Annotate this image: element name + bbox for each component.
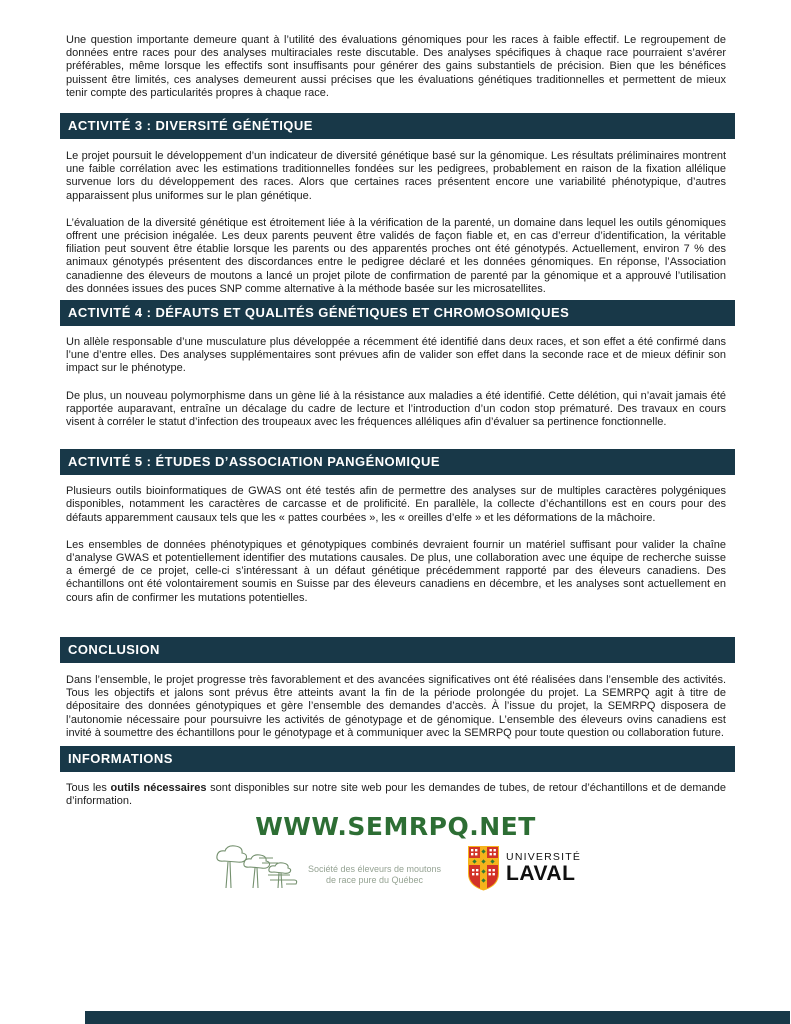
website-url: WWW.SEMRPQ.NET [255, 812, 536, 842]
paragraph-activite4-2: De plus, un nouveau polymorphisme dans un gène lié à la résistance aux maladies a été identifié. Cette délétion, qui n’avait jamais été rapportée auparavant, entraîne un décalage du cadre de lecture et l’introduction d’un codon stop prématuré. Des travaux en cours visent à corréler le statut d’infection des troupeaux avec les fréquences alléliques afin d’évaluer sa pertinence fonctionnelle. [66, 389, 726, 429]
paragraph-informations [66, 782, 726, 808]
section-header-activite-3 [60, 113, 735, 139]
paragraph-activite3-2: L’évaluation de la diversité génétique est étroitement liée à la vérification de la parenté, un domaine dans lequel les outils génomiques offrent une précision inégalée. Les deux parents peuvent être validés de façon fiable et, en cas d’erreur d’identification, la véritable filiation peut souvent être établie lorsque les parents ou des apparentés proches ont été génotypés. Actuellement, environ 7 % des animaux génotypés présentent des discordances entre le pedigree déclaré et les données génomiques. En réponse, l’Association canadienne des éleveurs de moutons a lancé un projet pilote de confirmation de parenté par la génomique et a approuvé l’utilisation des données issues des puces SNP comme alternative à la méthode basée sur les microsatellites. [66, 216, 726, 295]
section-header-activite-4 [60, 300, 735, 326]
section-header-activite-5 [60, 449, 735, 475]
intro-paragraph: Une question importante demeure quant à l’utilité des évaluations génomiques pour les races à faible effectif. Le regroupement de données entre races pour des analyses multiraciales reste discutable. Des analyses spécifiques à chaque race pourraient s’avérer préférables, même lorsque les effectifs sont insuffisants pour générer des gains substantiels de précision. Bien que les bénéfices puissent être limités, ces analyses demeurent aussi précises que les évaluations génétiques traditionnelles et permettent de mieux tenir compte des particularités propres à chaque race. [66, 34, 726, 99]
paragraph-activite4-1: Un allèle responsable d’une musculature plus développée a récemment été identifié dans deux races, et son effet a été confirmé dans l’une d’entre elles. Des analyses supplémentaires sont prévues afin de valider son effet dans la seconde race et de mieux définir son impact sur le phénotype. [66, 336, 726, 375]
section-title: ACTIVITÉ 5 : ÉTUDES D’ASSOCIATION PANGÉNOMIQUE [68, 454, 440, 470]
info-text-post: sont disponibles sur notre site web pour les demandes de tubes, de retour d’échantillons et de demande d’information. [66, 781, 726, 808]
footer-logos [0, 845, 791, 892]
section-title: INFORMATIONS [68, 750, 173, 766]
sheep-society-name-line1: Société des éleveurs de moutons [307, 864, 442, 875]
paragraph-activite5-2: Les ensembles de données phénotypiques et génotypiques combinés devraient fournir un matériel suffisant pour valider la chaîne d’analyse GWAS et potentiellement identifier des mutations causales. De plus, une collaboration avec une équipe de recherche suisse a émergé de ce projet, celle-ci s’intéressant à un défaut génétique précédemment rapporté par des éleveurs canadiens. Des échantillons ont été volontairement soumis en Suisse par des éleveurs canadiens en décembre, et les analyses sont actuellement en cours afin de confirmer les mutations potentielles. [66, 538, 726, 604]
section-title: CONCLUSION [68, 641, 160, 657]
laval-wordmark [506, 845, 581, 885]
sheep-society-name [308, 856, 441, 886]
laval-wordmark-line2: LAVAL [506, 862, 576, 886]
info-text-bold: outils nécessaires [110, 781, 207, 794]
bottom-page-bar [85, 1011, 790, 1024]
section-title: ACTIVITÉ 4 : DÉFAUTS ET QUALITÉS GÉNÉTIQUES ET CHROMOSOMIQUES [68, 305, 570, 321]
section-title: ACTIVITÉ 3 : DIVERSITÉ GÉNÉTIQUE [68, 118, 313, 134]
section-header-informations [60, 746, 735, 772]
universite-laval-logo [467, 845, 581, 897]
section-header-conclusion [60, 637, 735, 663]
sheep-society-name-line2: de race pure du Québec [325, 875, 424, 886]
laval-wordmark-line1: UNIVERSITÉ [506, 851, 582, 864]
paragraph-activite5-1: Plusieurs outils bioinformatiques de GWAS ont été testés afin de permettre des analyses sur de multiples caractères polygéniques disponibles, notamment les caractères de carcasse et de prolificité. En parallèle, la collecte d’échantillons est en cours pour des défauts apparemment causaux tels que les « pattes courbées », les « oreilles d’elfe » et les déformations de la mâchoire. [66, 485, 726, 524]
tree-icon [210, 845, 302, 897]
laval-shield-icon [467, 845, 500, 897]
paragraph-conclusion: Dans l’ensemble, le projet progresse très favorablement et des avancées significatives ont été réalisées dans l’ensemble des activités. Tous les objectifs et jalons sont prévus être atteints avant la fin de la période prolongée du projet. La SEMRPQ agit à titre de dépositaire des données génotypiques et gère l’ensemble des demandes d’accès. À l’issue du projet, la SEMRPQ disposera de l’autonomie nécessaire pour poursuivre les activités de génotypage et de génomique. L’ensemble des éleveurs ovins canadiens est invité à soumettre des échantillons pour le génotypage et à communiquer avec la SEMRPQ pour toute question ou collaboration future. [66, 673, 726, 739]
paragraph-activite3-1: Le projet poursuit le développement d’un indicateur de diversité génétique basé sur la génomique. Les résultats préliminaires montrent une faible corrélation avec les estimations traditionnelles fondées sur les pedigrees, probablement en raison de la fixation allélique survenue lors du développement des races. Alors que certaines races présentent encore une variabilité phénotypique, d’autres apparaissent plus uniformes sur le plan génétique. [66, 150, 726, 202]
info-text-pre: Tous les [66, 781, 111, 794]
sheep-society-logo [210, 845, 441, 897]
